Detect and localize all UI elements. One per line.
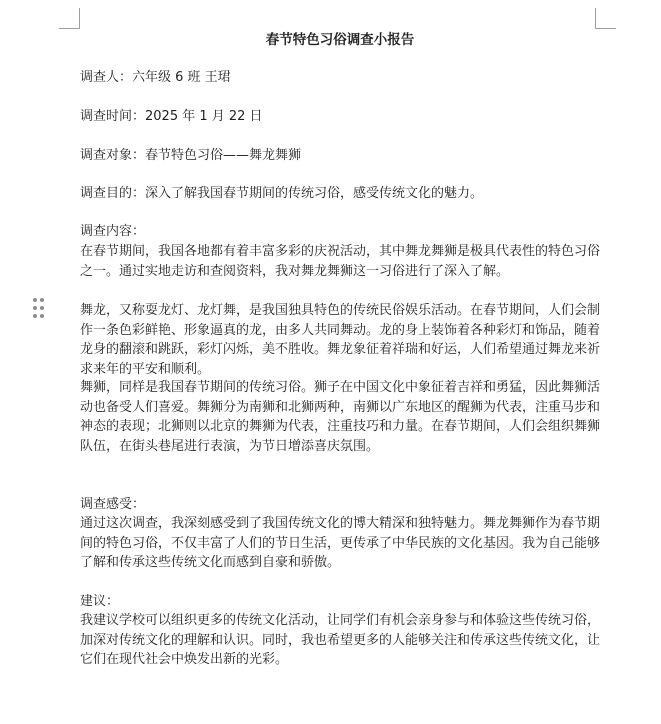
content-paragraph-dragon: 舞龙，又称耍龙灯、龙灯舞，是我国独具特色的传统民俗娱乐活动。在春节期间，人们会制作一条色彩鲜艳、形象逼真的龙，由多人共同舞动。龙的身上装饰着各种彩灯和饰品，随着龙身的翻滚和跳跃，彩灯闪烁，美不胜收。舞龙象征着祥瑞和好运，人们希望通过舞龙来祈求来年的平安和顺利。: [80, 303, 601, 377]
feelings-heading: 调查感受：: [80, 497, 146, 512]
suggestions-heading: 建议：: [80, 594, 120, 609]
feelings-paragraph: 通过这次调查，我深刻感受到了我国传统文化的博大精深和独特魅力。舞龙舞狮作为春节期间的特色习俗，不仅丰富了人们的节日生活，更传承了中华民族的文化基因。我为自己能够了解和传承这些传统文化而感到自豪和骄傲。: [80, 516, 601, 570]
document-title: 春节特色习俗调查小报告: [265, 32, 415, 48]
content-paragraph-intro: 在春节期间，我国各地都有着丰富多彩的庆祝活动，其中舞龙舞狮是极具代表性的特色习俗之一。通过实地走访和查阅资料，我对舞龙舞狮这一习俗进行了深入了解。: [80, 244, 601, 279]
investigator-line: 调查人：六年级 6 班 王珺: [80, 70, 231, 85]
page-corner-mark-top-left: [59, 8, 80, 29]
content-heading: 调查内容：: [80, 224, 146, 239]
drag-handle-icon[interactable]: [33, 298, 46, 320]
subject-line: 调查对象：春节特色习俗——舞龙舞狮: [80, 148, 302, 163]
suggestions-paragraph: 我建议学校可以组织更多的传统文化活动，让同学们有机会亲身参与和体验这些传统习俗，加深对传统文化的理解和认识。同时，我也希望更多的人能够关注和传承这些传统文化，让它们在现代社会中焕发出新的光彩。: [80, 613, 601, 667]
page-corner-mark-top-right: [595, 8, 616, 29]
purpose-line: 调查目的：深入了解我国春节期间的传统习俗，感受传统文化的魅力。: [80, 186, 484, 201]
content-paragraph-lion: 舞狮，同样是我国春节期间的传统习俗。狮子在中国文化中象征着吉祥和勇猛，因此舞狮活动也备受人们喜爱。舞狮分为南狮和北狮两种，南狮以广东地区的醒狮为代表，注重马步和神态的表现；北狮则以北京的舞狮为代表，注重技巧和力量。在春节期间，人们会组织舞狮队伍，在街头巷尾进行表演，为节日增添喜庆氛围。: [80, 380, 601, 454]
date-line: 调查时间：2025 年 1 月 22 日: [80, 109, 263, 124]
